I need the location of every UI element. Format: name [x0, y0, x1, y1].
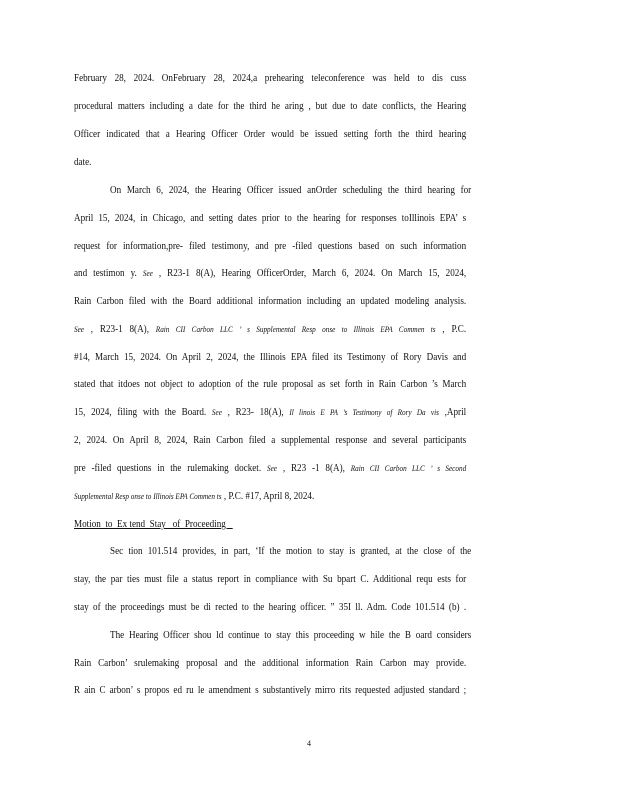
text-line	[74, 434, 466, 448]
text-run: R ain C arbon’ s propos ed ru le amendment s substantively mirro rits requested adjusted standard ;	[74, 685, 467, 696]
text-line	[74, 156, 466, 170]
text-line	[74, 128, 466, 142]
text-line	[74, 351, 466, 365]
text-line	[74, 573, 466, 587]
text-run: ,April	[438, 407, 467, 418]
text-line	[74, 72, 466, 86]
text-run: February 28, 2024. OnFebruary 28, 2024,a prehearing teleconference was held to dis cuss	[74, 73, 467, 84]
text-run: , P.C.	[435, 324, 467, 335]
text-line	[74, 406, 466, 420]
text-line	[74, 657, 466, 671]
citation-italic: See	[142, 269, 153, 278]
text-run: Sec tion 101.514 provides, in part, ‘If the motion to stay is granted, at the close of the	[110, 546, 472, 557]
text-run: , R23 -1 8(A),	[276, 463, 351, 474]
text-line	[74, 323, 466, 337]
text-run: , R23-1 8(A), Hearing OfficerOrder, March 6, 2024. On March 15, 2024,	[152, 268, 467, 279]
text-run: stated that itdoes not object to adoption of the rule proposal as set forth in Rain Carbon ’s March	[74, 379, 467, 390]
text-run: stay of the proceedings must be di rected to the hearing officer. ” 35I ll. Adm. Code 101.514 (b) .	[74, 602, 467, 613]
text-line	[74, 267, 466, 281]
section-heading: Motion to Ex tend Stay of Proceeding	[74, 519, 233, 530]
text-run: stay, the par ties must file a status report in compliance with Su bpart C. Additional requ ests for	[74, 574, 467, 585]
text-run: 15, 2024, filing with the Board.	[74, 407, 212, 418]
page-number: 4	[307, 739, 311, 748]
citation-italic: Il linois E PA ’s Testimony of Rory Da vis	[289, 408, 439, 417]
text-run: Rain Carbon filed with the Board additional information including an updated modeling analysis.	[74, 296, 467, 307]
text-run: April 15, 2024, in Chicago, and setting dates prior to the hearing for responses toIllinois EPA’ s	[74, 213, 467, 224]
text-line	[74, 295, 466, 309]
text-line	[74, 684, 466, 698]
text-run: , R23-1 8(A),	[83, 324, 156, 335]
text-line	[110, 545, 471, 559]
citation-italic: See	[74, 325, 84, 334]
text-line	[110, 184, 471, 198]
text-run: On March 6, 2024, the Hearing Officer issued anOrder scheduling the third hearing for	[110, 185, 472, 196]
text-line	[74, 601, 466, 615]
text-run: The Hearing Officer shou ld continue to stay this proceeding w hile the B oard considers	[110, 630, 472, 641]
text-run: 2, 2024. On April 8, 2024, Rain Carbon filed a supplemental response and several participants	[74, 435, 467, 446]
citation-italic: Supplemental Resp onse to Illinois EPA Commen ts	[74, 492, 222, 501]
text-run: and testimon y.	[74, 268, 143, 279]
text-line	[74, 378, 466, 392]
text-run: pre -filed questions in the rulemaking docket.	[74, 463, 267, 474]
text-run: procedural matters including a date for the third he aring , but due to date conflicts, the Hearing	[74, 101, 467, 112]
text-line	[74, 212, 466, 226]
text-line	[110, 629, 471, 643]
citation-italic: See	[266, 464, 277, 473]
text-run: Rain Carbon’ srulemaking proposal and the additional information Rain Carbon may provide.	[74, 658, 467, 669]
text-line	[74, 240, 466, 254]
text-run: , P.C. #17, April 8, 2024.	[221, 491, 315, 502]
text-line	[74, 100, 466, 114]
citation-italic: Rain CII Carbon LLC ’ s Supplemental Resp onse to Illinois EPA Commen ts	[155, 325, 436, 334]
citation-italic: See	[211, 408, 222, 417]
text-run: Officer indicated that a Hearing Officer Order would be issued setting forth the third hearing	[74, 129, 467, 140]
text-run: #14, March 15, 2024. On April 2, 2024, the Illinois EPA filed its Testimony of Rory Davis and	[74, 352, 467, 363]
text-run: , R23- 18(A),	[221, 407, 290, 418]
text-line	[74, 462, 466, 476]
text-run: date.	[74, 157, 92, 168]
citation-italic: Rain CII Carbon LLC ’ s Second	[350, 464, 467, 473]
text-run: request for information,pre- filed testimony, and pre -filed questions based on such information	[74, 241, 467, 252]
text-line	[74, 490, 466, 504]
